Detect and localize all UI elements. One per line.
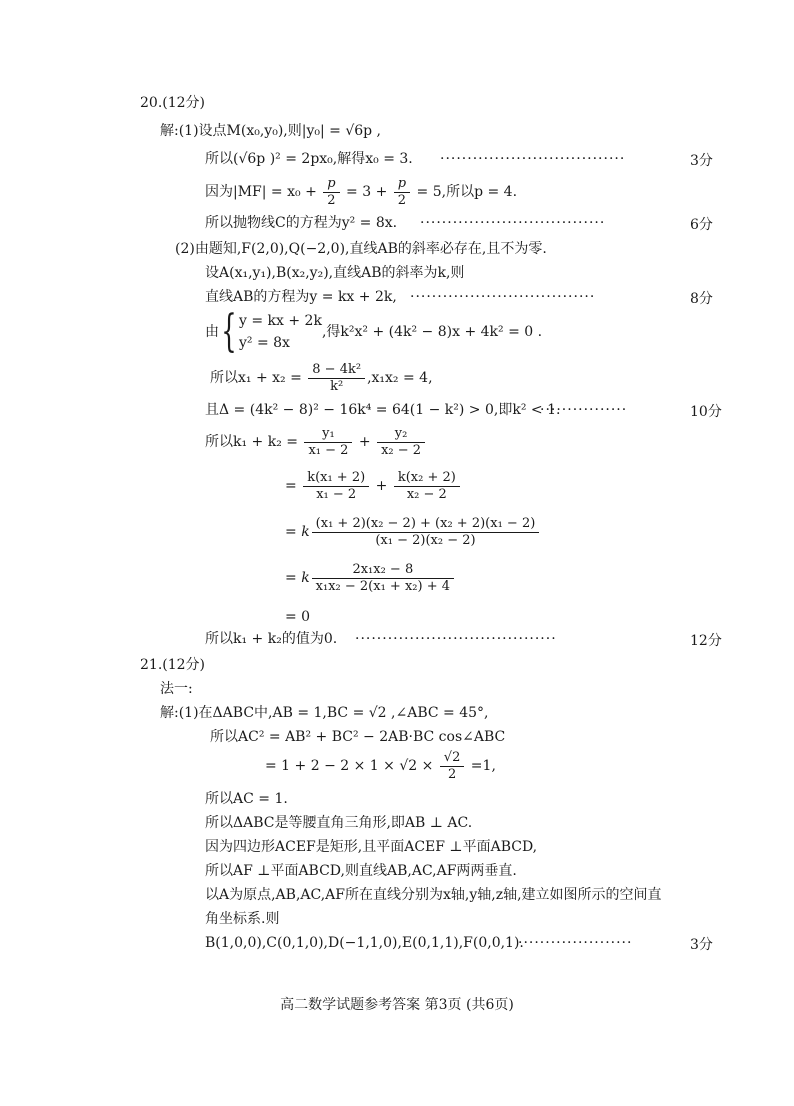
fraction-root2-over-2 <box>440 750 465 783</box>
leader-dots: ·································· <box>420 215 606 231</box>
q21-line-3 <box>265 748 496 784</box>
q20-line-5: (2)由题知,F(2,0),Q(−2,0),直线AB的斜率必存在,且不为零. <box>175 241 547 257</box>
system-eq-2: y² = 8x <box>239 335 290 351</box>
q20-line-3 <box>205 174 517 210</box>
q20-points-10: 10分 <box>690 404 722 420</box>
frac-den: x₂ − 2 <box>381 442 422 458</box>
q20-line-3a: 因为|MF| = x₀ + <box>205 184 322 200</box>
q21-line-2: 所以AC² = AB² + BC² − 2AB·BC cos∠ABC <box>210 729 506 745</box>
q20-line-9b: ,x₁x₂ = 4, <box>367 370 433 386</box>
q20-line-9a: 所以x₁ + x₂ = <box>210 370 307 386</box>
system-eq-1: y = kx + 2k <box>239 313 322 329</box>
leader-dots: ·································· <box>410 289 596 305</box>
equals-sign: = <box>285 524 297 540</box>
q21-line-3b: =1, <box>466 758 496 774</box>
frac-num: p <box>323 176 339 193</box>
q21-line-3a: = 1 + 2 − 2 × 1 × √2 × <box>265 758 438 774</box>
fraction-y1 <box>304 426 352 459</box>
leader-dots: ·································· <box>440 151 626 167</box>
q20-line-1: 解:(1)设点M(x₀,y₀),则|y₀| = √6p , <box>160 123 382 139</box>
q20-line-11a: 所以k₁ + k₂ = <box>205 434 303 450</box>
leader-dots: ····················· <box>518 935 633 951</box>
plus-sign: + <box>358 434 371 450</box>
q20-points-8: 8分 <box>690 291 713 307</box>
q21-line-7: 所以AF ⊥平面ABCD,则直线AB,AC,AF两两垂直. <box>205 863 517 879</box>
frac-num: p <box>394 176 410 193</box>
system-prefix: 由 <box>205 324 219 340</box>
fraction-p-over-2 <box>394 176 410 209</box>
frac-num: k(x₁ + 2) <box>303 470 369 487</box>
q20-line-16: 所以k₁ + k₂的值为0. <box>205 631 338 647</box>
k-factor: k <box>301 570 310 586</box>
plus-sign: + <box>375 478 388 494</box>
q20-line-7: 直线AB的方程为y = kx + 2k, <box>205 289 397 305</box>
frac-num: 8 − 4k² <box>308 362 365 379</box>
frac-den: (x₁ − 2)(x₂ − 2) <box>375 532 476 548</box>
left-brace: { <box>221 306 237 357</box>
frac-den: x₁x₂ − 2(x₁ + x₂) + 4 <box>315 578 451 594</box>
q20-header: 20.(12分) <box>140 95 206 111</box>
k-factor: k <box>301 524 310 540</box>
equals-sign: = <box>285 478 297 494</box>
q20-line-3c: = 5,所以p = 4. <box>412 184 518 200</box>
fraction-k1 <box>303 470 369 503</box>
q21-header: 21.(12分) <box>140 657 206 673</box>
q20-line-10: 且Δ = (4k² − 8)² − 16k⁴ = 64(1 − k²) > 0,即k² < 1. <box>205 402 561 418</box>
frac-num: (x₁ + 2)(x₂ − 2) + (x₂ + 2)(x₁ − 2) <box>312 516 540 533</box>
frac-num: 2x₁x₂ − 8 <box>312 562 454 579</box>
q21-line-1: 解:(1)在ΔABC中,AB = 1,BC = √2 ,∠ABC = 45°, <box>160 705 489 721</box>
q21-line-6: 因为四边形ACEF是矩形,且平面ACEF ⊥平面ABCD, <box>205 839 538 855</box>
fraction-sum <box>308 362 365 395</box>
q21-line-5: 所以ΔABC是等腰直角三角形,即AB ⊥ AC. <box>205 815 473 831</box>
q20-line-3b: = 3 + <box>341 184 392 200</box>
q20-line-12 <box>285 468 462 504</box>
q21-points-3: 3分 <box>690 937 713 953</box>
q21-line-4: 所以AC = 1. <box>205 791 288 807</box>
frac-den: x₂ − 2 <box>406 486 447 502</box>
q20-line-4: 所以抛物线C的方程为y² = 8x. <box>205 215 398 231</box>
leader-dots: ····································· <box>355 631 557 647</box>
frac-den: x₁ − 2 <box>316 486 357 502</box>
fraction-k2 <box>394 470 460 503</box>
leader-dots: ················ <box>540 402 628 418</box>
page-footer: 高二数学试题参考答案 第3页 (共6页) <box>280 997 514 1013</box>
frac-den: 2 <box>327 192 336 208</box>
q20-points-6: 6分 <box>690 217 713 233</box>
q20-line-9 <box>210 360 433 396</box>
frac-den: x₁ − 2 <box>308 442 349 458</box>
q20-line-15: = 0 <box>285 609 311 625</box>
q21-line-9: 角坐标系.则 <box>205 911 280 927</box>
frac-num: y₂ <box>377 426 425 443</box>
frac-num: y₁ <box>304 426 352 443</box>
fraction-p-over-2 <box>323 176 339 209</box>
equation-system <box>239 310 322 354</box>
q20-line-11 <box>205 424 427 460</box>
frac-den: 2 <box>397 192 407 208</box>
q21-line-8: 以A为原点,AB,AC,AF所在直线分别为x轴,y轴,z轴,建立如图所示的空间直 <box>205 887 662 903</box>
equals-sign: = <box>285 570 297 586</box>
fraction-combined <box>312 516 540 549</box>
q20-line-13 <box>285 514 541 550</box>
frac-num: √2 <box>440 750 465 767</box>
q20-line-14 <box>285 560 456 596</box>
frac-num: k(x₂ + 2) <box>394 470 460 487</box>
system-result: ,得k²x² + (4k² − 8)x + 4k² = 0 . <box>321 324 543 340</box>
fraction-simplified <box>312 562 454 595</box>
q21-line-10: B(1,0,0),C(0,1,0),D(−1,1,0),E(0,1,1),F(0,0,1). <box>205 935 524 951</box>
frac-den: k² <box>330 378 344 394</box>
q20-line-6: 设A(x₁,y₁),B(x₂,y₂),直线AB的斜率为k,则 <box>205 265 465 281</box>
q21-method: 法一: <box>160 681 193 697</box>
q20-system <box>205 306 543 357</box>
fraction-y2 <box>377 426 425 459</box>
q20-points-12: 12分 <box>690 633 722 649</box>
q20-line-2: 所以(√6p )² = 2px₀,解得x₀ = 3. <box>205 151 413 167</box>
q20-points-3: 3分 <box>690 153 713 169</box>
frac-den: 2 <box>447 766 457 782</box>
